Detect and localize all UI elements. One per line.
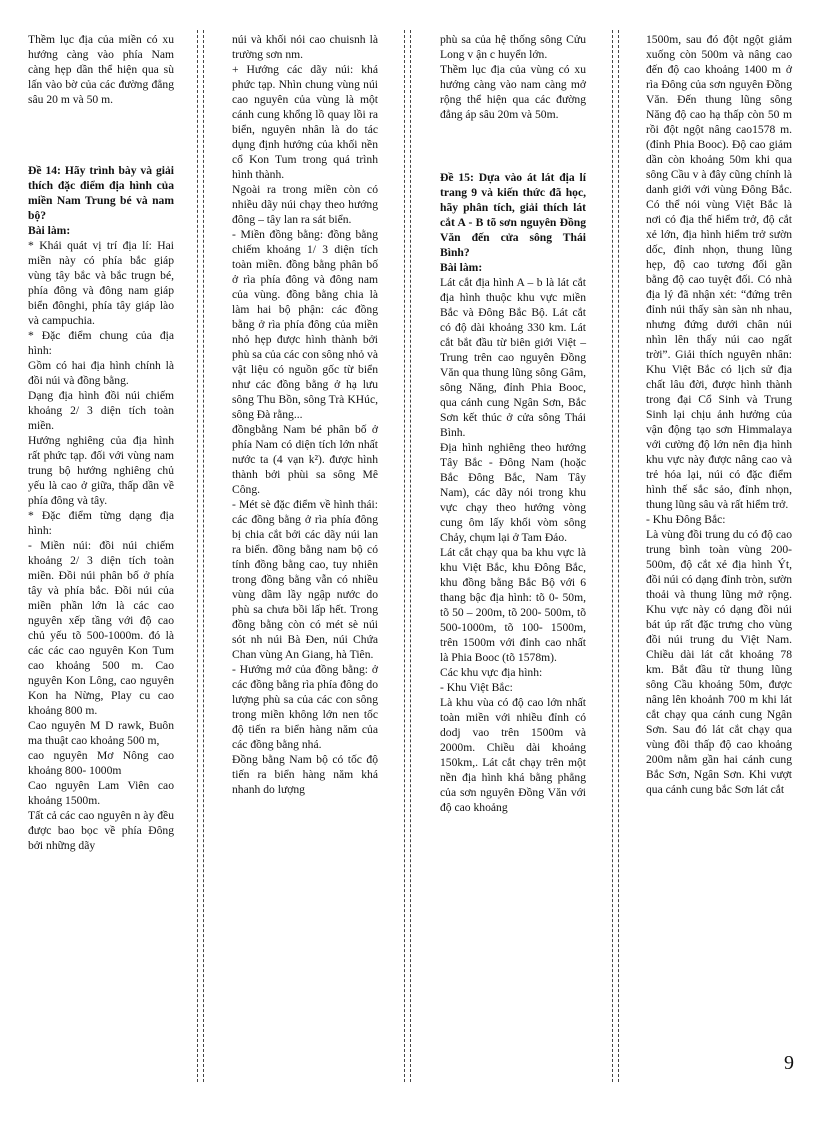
- paragraph: Dạng địa hình đồi núi chiếm khoảng 2/ 3 diện tích toàn miền.: [28, 389, 174, 432]
- paragraph: Ngoài ra trong miền còn có nhiều dãy núi chạy theo hướng đông – tây lan ra sát biển.: [232, 183, 378, 226]
- paragraph: * Đặc điểm chung của địa hình:: [28, 329, 174, 357]
- paragraph: đồngbằng Nam bé phân bố ở phía Nam có diện tích lớn nhất nước ta (4 vạn k²). được hình thành bởi phùi sa sông Mê Công.: [232, 423, 378, 496]
- column-4: [646, 32, 792, 797]
- paragraph: Gồm có hai địa hình chính là đồi núi và đồng bằng.: [28, 359, 174, 387]
- question-heading: Đề 15: Dựa vào át lát địa lí trang 9 và kiến thức đã học, hãy phân tích, giải thích lát cắt A - B tõ sơn nguyên Đồng Văn đến cửa sông Thái Bình?: [440, 171, 586, 259]
- paragraph: + Hướng các dãy núi: khá phức tạp. Nhìn chung vùng núi cao nguyên của vùng là một cánh cung khổng lồ quay lồi ra biển, nguyên nhân là do tác dụng định hướng của khối nền cổ Kon Tum trong quá trình hình thành.: [232, 63, 378, 181]
- paragraph: Lát cắt địa hình A – b là lát cắt địa hình thuộc khu vực miền Bắc và Đông Bắc Bộ. Lát cắt có độ dài khoảng 330 km. Lát cắt bắt đầu từ biên giới Việt – Trung trên cao nguyên Đồng Văn qua thung lũng sông Gâm, sông Năng, đỉnh Phia Booc, qua cánh cung Ngân Sơn, Bắc Sơn kết thúc ở cửa sông Thái Bình.: [440, 276, 586, 439]
- paragraph: - Khu Việt Bắc:: [440, 681, 513, 694]
- paragraph: Cao nguyên Lam Viên cao khoảng 1500m.: [28, 779, 174, 807]
- paragraph: Là khu vùa có độ cao lớn nhất toàn miền với nhiều đỉnh có dodj vao trên 1500m và 2000m. Chiều dài khoảng 150km,. Lát cắt chạy trên một nền địa hình khá bằng phẳng của sơn nguyên Đồng Văn với độ cao khoảng: [440, 696, 586, 814]
- paragraph: * Đặc điểm từng dạng địa hình:: [28, 509, 174, 537]
- paragraph: Đồng bằng Nam bộ có tốc độ tiến ra biển hàng năm khá nhanh do lượng: [232, 753, 378, 796]
- paragraph: Thềm lục địa của miền có xu hướng càng vào phía Nam càng hẹp dần thể hiện qua sù lấn vào bờ của các đường đẳng sâu 20 m và 50 m.: [28, 33, 174, 106]
- column-divider: [203, 30, 204, 1082]
- column-2: [232, 32, 378, 797]
- paragraph: 1500m, sau đó đột ngột giảm xuống còn 500m và nâng cao đến độ cao khoảng 1400 m ở rìa Đông của sơn nguyên Đồng Văn. Đến thung lũng sông Năng độ cao hạ thấp còn 50 m rồi đột ngột nâng cao1578 m. (đỉnh Phia Booc). Độ cao giảm dần còn khoảng 50m khi qua sông Cầu v à đây cũng chính là danh giới với vùng Đông Bắc. Có thể nói vùng Việt Bắc là nơi có địa thế hiểm trở, độ cắt xẻ lớn, địa hình hiểm trở sườn dốc, đỉnh nhọn, thung lũng hẹp, độ cao tương đối gần bằng độ cao tuyệt đối. Có nhà địa lý đã nhận xét: “đứng trên đỉnh núi thấy sàn sàn nh nhau, nhưng đứng dưới chân núi nhìn lên thấy núi cao ngất trời”. Giải thích nguyên nhân: Khu Việt Bắc có lịch sử địa chất lâu đời, được hình thành trong đại Cổ Sinh và Trung Sinh lại chịu ảnh hưởng của vận động tạo sơn Himmalaya với cường độ lớn nên địa hình khu vực này được nâng cao và trẻ hóa lại, núi có đặc điểm hình thế sắc sảo, đỉnh nhọn, thung lũng sâu và rất hiểm trở.: [646, 33, 792, 511]
- column-divider: [404, 30, 405, 1082]
- column-divider: [618, 30, 619, 1082]
- column-divider: [612, 30, 613, 1082]
- paragraph: - Hướng mở của đồng bằng: ở các đồng bằng rìa phía đông do lượng phù sa của các con sông trong miền không lớn nen tốc độ tiến ra biển hàng năm của các đồng bằng nhá.: [232, 663, 378, 751]
- paragraph: - Khu Đông Bắc:: [646, 513, 726, 526]
- paragraph: - Mét sè đặc điểm về hình thái: các đồng bằng ở rìa phía đông bị chia cắt bởi các dãy núi lan ra biển. đồng bằng nam bộ có tính đồng bằng cao, tuy nhiên trong đồng bằng vẫn có nhiều vùng dầm lầy ngập nước do phù sa chưa bồi lấp hết. Trong đồng bằng còn có mét sè núi sót nh núi Bà Đen, núi Chứa Chan vùng An Giang, hà Tiên.: [232, 498, 378, 661]
- paragraph: Địa hình nghiêng theo hướng Tây Bắc - Đông Nam (hoặc Bắc Đông Bắc, Nam Tây Nam), các dãy nói trong khu vực chạy theo hướng vòng cung ôm lấy khối vòm sông Chảy, chụm lại ở Tam Đảo.: [440, 441, 586, 544]
- paragraph: phù sa của hệ thống sông Cửu Long v ận c huyển lớn.: [440, 33, 586, 61]
- column-divider: [410, 30, 411, 1082]
- paragraph: Là vùng đồi trung du có độ cao trung bình toàn vùng 200-500m, độ cắt xẻ địa hình Ýt, đồi núi có dạng đỉnh tròn, sườn thoải và thung lũng mở rộng. Khu vực này có dạng đồi núi bát úp rất đặc trưng cho vùng đồi núi trung du Việt Nam. Chiều dài lát cắt khoảng 78 km. Bắt đầu từ thung lũng sông Cầu khoảng 50m, được nâng lên khoảnh 700 m khi lát cắt chạy qua cánh cung Ngân Sơn. Sau đó lát cắt chạy qua vùng đồi thấp độ cao khoảng 200m nằm gần hai cánh cung Bắc Sơn, Ngân Sơn. Khi vượt qua cánh cung bắc Sơn lát cắt: [646, 528, 792, 796]
- question-heading: Đề 14: Hãy trình bày và giải thích đặc điểm địa hình của miền Nam Trung bé và nam bộ?: [28, 164, 174, 222]
- paragraph: núi và khối nói cao chuisnh là trường sơn nm.: [232, 33, 378, 61]
- answer-label: Bài làm:: [28, 224, 71, 237]
- paragraph: Cao nguyên M D rawk, Buôn ma thuật cao khoảng 500 m,: [28, 719, 174, 747]
- column-3: [440, 32, 586, 815]
- paragraph: Tất cả các cao nguyên n ày đều được bao bọc về phía Đông bởi những dãy: [28, 809, 174, 852]
- paragraph: Các khu vực địa hình:: [440, 666, 543, 679]
- page-number: 9: [784, 1052, 794, 1074]
- paragraph: Hướng nghiêng của địa hình rất phức tạp. đối với vùng nam trung bộ hướng nghiêng chủ yếu là cao ở giữa, thấp dần về phía đông và tây.: [28, 434, 174, 507]
- paragraph: cao nguyên Mơ Nông cao khoảng 800- 1000m: [28, 749, 174, 777]
- paragraph: - Miền núi: đồi núi chiếm khoảng 2/ 3 diện tích toàn miền. Đồi núi phân bố ở phía tây và phía bắc. Đồi núi của miền phần lớn là các cao nguyên xếp tầng với độ cao chủ yếu tõ 500-1000m. đó là các các cao nguyên Kon Tum cao khoảng 500 m. Cao nguyên Kon Lông, cao nguyên Kon ha Nừng, Play cu cao khoảng 800 m.: [28, 539, 174, 717]
- answer-label: Bài làm:: [440, 261, 483, 274]
- paragraph: - Miền đồng bằng: đồng bằng chiếm khoảng 1/ 3 diện tích toàn miền. đồng bằng phân bố ở rìa phía đông và đông nam của vùng. đồng bằng chia là làm hai bộ phận: các đồng bằng ở rìa phía đông của miền nhỏ hẹp được hình thành bởi phù sa của các con sông nhỏ và vật liệu có nguồn gốc từ biển như các đồng bằng ở hạ lưu sông Thu Bồn, sông Trà KHúc, sông Đà rằng...: [232, 228, 378, 421]
- paragraph: Lát cắt chạy qua ba khu vực là khu Việt Bắc, khu Đông Bắc, khu đồng bằng Bắc Bộ với 6 thang bậc địa hình: tõ 0- 50m, tõ 50 – 200m, tõ 200- 500m, tõ 500-1000m, tõ 100- 1500m, trên 1500m với đỉnh cao nhất là Phia Booc (tõ 1578m).: [440, 546, 586, 664]
- column-divider: [197, 30, 198, 1082]
- column-1: [28, 32, 174, 853]
- paragraph: Thềm lục địa của vùng có xu hướng càng vào nam càng mở rộng thể hiện qua các đường đẳng áp sâu 20m và 50m.: [440, 63, 586, 121]
- paragraph: * Khái quát vị trí địa lí: Hai miền này có phía bắc giáp vùng tây bắc và bắc trugn bé, phía đông và đông nam giáp biển đônghi, phía tây giáp lào và campuchia.: [28, 239, 174, 327]
